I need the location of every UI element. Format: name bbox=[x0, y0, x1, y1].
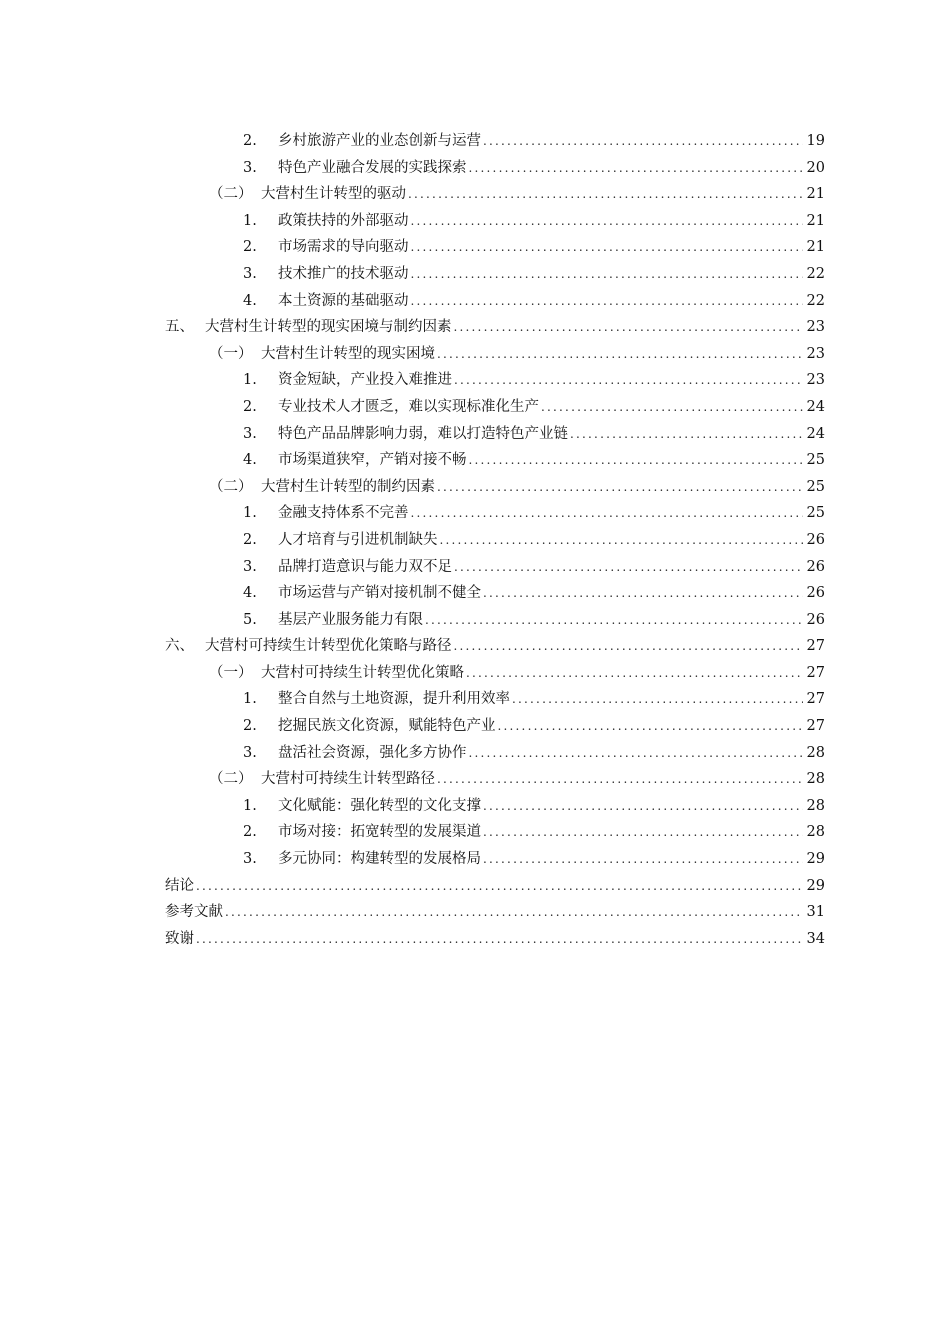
toc-entry-title: 结论 bbox=[165, 877, 194, 894]
toc-entry-page-number: 21 bbox=[806, 212, 825, 229]
toc-entry-number: 1. bbox=[243, 212, 257, 229]
toc-entry-page-number: 27 bbox=[806, 638, 825, 655]
toc-entry-title: 基层产业服务能力有限 bbox=[278, 611, 423, 628]
toc-entry-number: 六、 bbox=[165, 638, 194, 655]
toc-entry-page-number: 26 bbox=[806, 585, 825, 602]
toc-entry-number: 2. bbox=[243, 531, 257, 548]
toc-entry-page-number: 29 bbox=[806, 877, 825, 894]
toc-entry-page-number: 25 bbox=[806, 478, 825, 495]
toc-entry[interactable] bbox=[165, 633, 825, 660]
dot-leader bbox=[469, 155, 804, 182]
toc-entry[interactable] bbox=[165, 819, 825, 846]
toc-entry-number: 3. bbox=[243, 851, 257, 868]
dot-leader bbox=[411, 261, 804, 288]
dot-leader bbox=[437, 766, 803, 793]
toc-entry-page-number: 22 bbox=[806, 265, 825, 282]
toc-entry[interactable] bbox=[165, 713, 825, 740]
toc-entry-page-number: 23 bbox=[806, 319, 825, 336]
toc-entry-number: （一） bbox=[209, 345, 253, 362]
toc-entry-page-number: 26 bbox=[806, 558, 825, 575]
toc-entry-number: 1. bbox=[243, 797, 257, 814]
toc-entry[interactable] bbox=[165, 740, 825, 767]
toc-entry-title: 盘活社会资源，强化多方协作 bbox=[278, 744, 467, 761]
toc-entry-page-number: 34 bbox=[806, 930, 825, 947]
toc-entry-title: 多元协同：构建转型的发展格局 bbox=[278, 851, 481, 868]
dot-leader bbox=[469, 740, 804, 767]
toc-entry-page-number: 29 bbox=[806, 851, 825, 868]
toc-entry[interactable] bbox=[165, 474, 825, 501]
toc-entry-number: 五、 bbox=[165, 319, 194, 336]
toc-entry-title: 品牌打造意识与能力双不足 bbox=[278, 558, 452, 575]
toc-entry-title: 整合自然与土地资源，提升利用效率 bbox=[278, 691, 510, 708]
toc-entry-title: 特色产业融合发展的实践探索 bbox=[278, 159, 467, 176]
toc-entry[interactable] bbox=[165, 421, 825, 448]
toc-entry-page-number: 20 bbox=[806, 159, 825, 176]
toc-entry[interactable] bbox=[165, 686, 825, 713]
toc-entry-title: 文化赋能：强化转型的文化支撑 bbox=[278, 797, 481, 814]
toc-entry-page-number: 28 bbox=[806, 824, 825, 841]
toc-entry-page-number: 25 bbox=[806, 452, 825, 469]
toc-entry[interactable] bbox=[165, 554, 825, 581]
toc-entry[interactable] bbox=[165, 208, 825, 235]
toc-entry-page-number: 26 bbox=[806, 531, 825, 548]
toc-entry-number: 2. bbox=[243, 239, 257, 256]
dot-leader bbox=[483, 128, 803, 155]
toc-entry-number: 4. bbox=[243, 452, 257, 469]
dot-leader bbox=[454, 633, 804, 660]
dot-leader bbox=[498, 713, 804, 740]
toc-entry-title: 大营村可持续生计转型路径 bbox=[261, 771, 435, 788]
toc-entry-page-number: 27 bbox=[806, 718, 825, 735]
toc-entry-title: 大营村生计转型的现实困境 bbox=[261, 345, 435, 362]
dot-leader bbox=[483, 819, 803, 846]
toc-entry[interactable] bbox=[165, 527, 825, 554]
dot-leader bbox=[196, 926, 803, 953]
toc-entry[interactable] bbox=[165, 341, 825, 368]
toc-entry-title: 大营村可持续生计转型优化策略 bbox=[261, 664, 464, 681]
toc-entry-number: （二） bbox=[209, 478, 253, 495]
toc-entry-number: 3. bbox=[243, 558, 257, 575]
toc-entry-number: 4. bbox=[243, 292, 257, 309]
toc-entry-page-number: 27 bbox=[806, 691, 825, 708]
toc-entry-title: 乡村旅游产业的业态创新与运营 bbox=[278, 133, 481, 149]
toc-entry-page-number: 28 bbox=[806, 771, 825, 788]
dot-leader bbox=[483, 846, 803, 873]
dot-leader bbox=[541, 394, 803, 421]
toc-entry-title: 大营村生计转型的驱动 bbox=[261, 186, 406, 203]
toc-entry-number: 3. bbox=[243, 159, 257, 176]
toc-entry-number: 2. bbox=[243, 133, 257, 149]
toc-entry-number: 3. bbox=[243, 425, 257, 442]
toc-entry-title: 技术推广的技术驱动 bbox=[278, 265, 409, 282]
toc-entry-title: 致谢 bbox=[165, 930, 194, 947]
dot-leader bbox=[454, 554, 803, 581]
toc-entry-title: 金融支持体系不完善 bbox=[278, 505, 409, 522]
toc-entry-number: 2. bbox=[243, 398, 257, 415]
toc-entry-title: 大营村生计转型的现实困境与制约因素 bbox=[205, 319, 452, 336]
toc-entry-page-number: 19 bbox=[806, 133, 825, 149]
toc-entry[interactable] bbox=[165, 128, 825, 155]
toc-entry[interactable] bbox=[165, 394, 825, 421]
toc-entry-page-number: 28 bbox=[806, 797, 825, 814]
toc-entry[interactable] bbox=[165, 288, 825, 315]
toc-entry[interactable] bbox=[165, 500, 825, 527]
toc-entry-page-number: 21 bbox=[806, 239, 825, 256]
dot-leader bbox=[411, 500, 804, 527]
toc-entry-page-number: 22 bbox=[806, 292, 825, 309]
toc-entry-title: 专业技术人才匮乏，难以实现标准化生产 bbox=[278, 398, 539, 415]
dot-leader bbox=[454, 367, 803, 394]
toc-entry[interactable] bbox=[165, 846, 825, 873]
toc-entry[interactable] bbox=[165, 261, 825, 288]
toc-entry-title: 本土资源的基础驱动 bbox=[278, 292, 409, 309]
table-of-contents bbox=[165, 128, 825, 952]
toc-entry[interactable] bbox=[165, 580, 825, 607]
toc-entry[interactable] bbox=[165, 926, 825, 953]
toc-entry-title: 市场需求的导向驱动 bbox=[278, 239, 409, 256]
toc-entry-page-number: 23 bbox=[806, 345, 825, 362]
toc-entry-title: 市场对接：拓宽转型的发展渠道 bbox=[278, 824, 481, 841]
dot-leader bbox=[411, 208, 804, 235]
toc-entry-title: 大营村可持续生计转型优化策略与路径 bbox=[205, 638, 452, 655]
toc-entry-number: 5. bbox=[243, 611, 257, 628]
toc-entry[interactable] bbox=[165, 367, 825, 394]
toc-entry-page-number: 21 bbox=[806, 186, 825, 203]
toc-entry-page-number: 23 bbox=[806, 372, 825, 389]
toc-entry[interactable] bbox=[165, 234, 825, 261]
dot-leader bbox=[466, 660, 803, 687]
toc-entry[interactable] bbox=[165, 181, 825, 208]
dot-leader bbox=[483, 580, 803, 607]
dot-leader bbox=[454, 314, 804, 341]
dot-leader bbox=[469, 447, 804, 474]
toc-entry-number: 1. bbox=[243, 691, 257, 708]
toc-entry-page-number: 24 bbox=[806, 398, 825, 415]
dot-leader bbox=[408, 181, 803, 208]
dot-leader bbox=[570, 421, 803, 448]
toc-entry-page-number: 24 bbox=[806, 425, 825, 442]
toc-entry-number: 3. bbox=[243, 265, 257, 282]
toc-entry-title: 资金短缺，产业投入难推进 bbox=[278, 372, 452, 389]
toc-entry-title: 特色产品品牌影响力弱，难以打造特色产业链 bbox=[278, 425, 568, 442]
toc-entry-number: 4. bbox=[243, 585, 257, 602]
toc-entry[interactable] bbox=[165, 607, 825, 634]
toc-entry-number: 2. bbox=[243, 718, 257, 735]
dot-leader bbox=[437, 341, 803, 368]
toc-entry-title: 政策扶持的外部驱动 bbox=[278, 212, 409, 229]
toc-entry[interactable] bbox=[165, 766, 825, 793]
toc-entry[interactable] bbox=[165, 314, 825, 341]
toc-entry-page-number: 31 bbox=[806, 904, 825, 921]
toc-entry-number: （二） bbox=[209, 186, 253, 203]
dot-leader bbox=[411, 234, 804, 261]
toc-entry[interactable] bbox=[165, 155, 825, 182]
toc-entry-number: 2. bbox=[243, 824, 257, 841]
toc-entry-title: 大营村生计转型的制约因素 bbox=[261, 478, 435, 495]
dot-leader bbox=[225, 899, 803, 926]
toc-entry[interactable] bbox=[165, 873, 825, 900]
toc-entry[interactable] bbox=[165, 447, 825, 474]
toc-entry-title: 人才培育与引进机制缺失 bbox=[278, 531, 438, 548]
toc-entry-page-number: 25 bbox=[806, 505, 825, 522]
dot-leader bbox=[440, 527, 804, 554]
dot-leader bbox=[425, 607, 803, 634]
toc-entry-title: 参考文献 bbox=[165, 904, 223, 921]
toc-entry-page-number: 27 bbox=[806, 664, 825, 681]
toc-entry[interactable] bbox=[165, 660, 825, 687]
toc-entry-number: 1. bbox=[243, 505, 257, 522]
toc-entry[interactable] bbox=[165, 899, 825, 926]
dot-leader bbox=[196, 873, 803, 900]
toc-entry-number: 1. bbox=[243, 372, 257, 389]
toc-entry[interactable] bbox=[165, 793, 825, 820]
dot-leader bbox=[437, 474, 803, 501]
toc-entry-title: 市场渠道狭窄，产销对接不畅 bbox=[278, 452, 467, 469]
toc-entry-number: 3. bbox=[243, 744, 257, 761]
toc-entry-page-number: 26 bbox=[806, 611, 825, 628]
dot-leader bbox=[483, 793, 803, 820]
toc-entry-number: （一） bbox=[209, 664, 253, 681]
toc-entry-title: 挖掘民族文化资源，赋能特色产业 bbox=[278, 718, 496, 735]
toc-entry-title: 市场运营与产销对接机制不健全 bbox=[278, 585, 481, 602]
dot-leader bbox=[512, 686, 803, 713]
toc-entry-number: （二） bbox=[209, 771, 253, 788]
toc-entry-page-number: 28 bbox=[806, 744, 825, 761]
dot-leader bbox=[411, 288, 804, 315]
